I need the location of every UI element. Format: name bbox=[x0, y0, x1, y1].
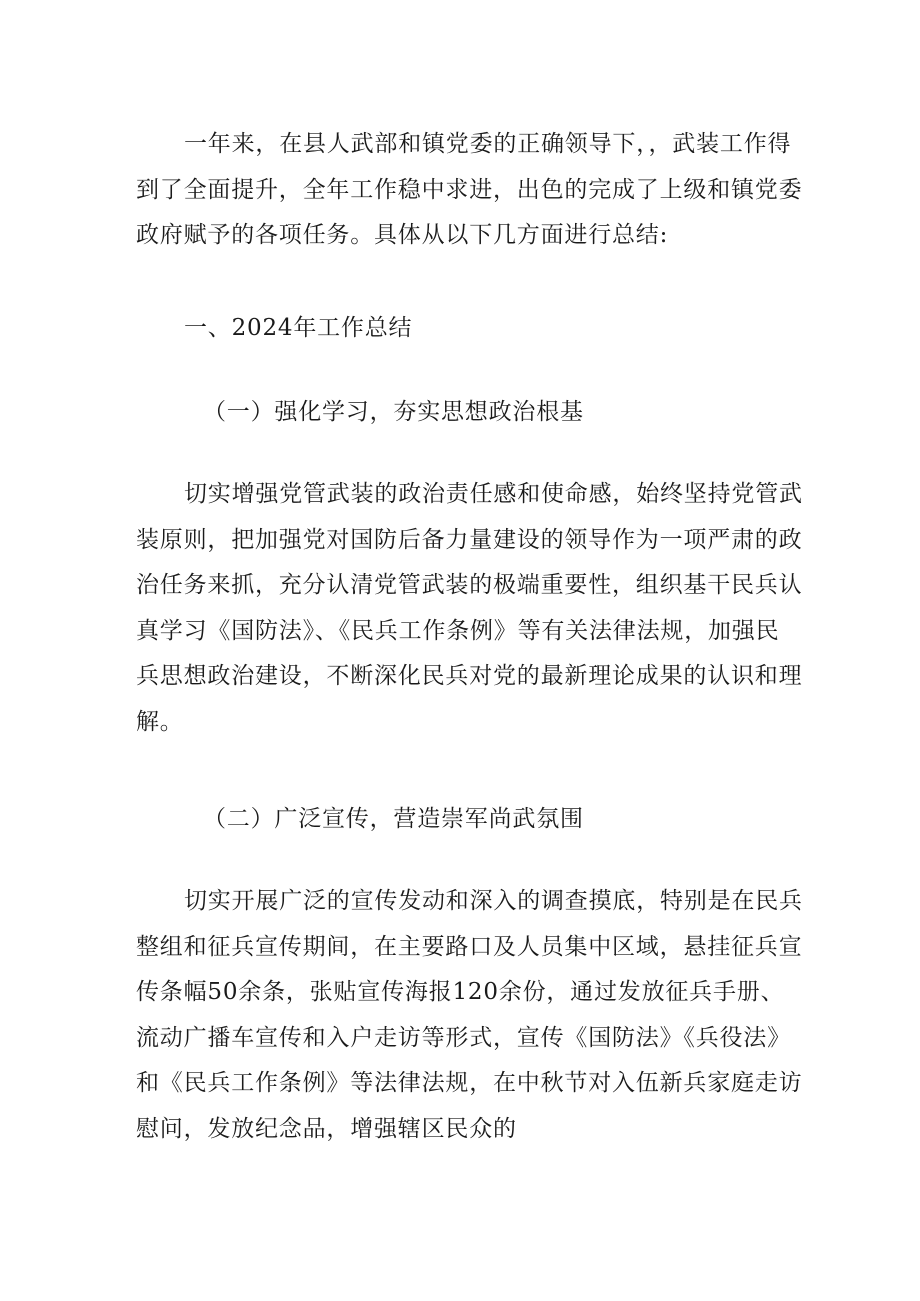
subsection-2-paragraph bbox=[136, 879, 803, 1153]
intro-line: 政府赋予的各项任务。具体从以下几方面进行总结: bbox=[136, 222, 669, 249]
paragraph-line: 治任务来抓，充分认清党管武装的极端重要性，组织基干民兵认 bbox=[136, 572, 803, 599]
paragraph-line: 兵思想政治建设，不断深化民兵对党的最新理论成果的认识和理 bbox=[136, 663, 803, 690]
subsection-1-paragraph bbox=[136, 472, 803, 746]
paragraph-line: 和《民兵工作条例》等法律法规，在中秋节对入伍新兵家庭走访 bbox=[136, 1070, 803, 1097]
subsection-heading: （二）广泛宣传，营造崇军尚武氛围 bbox=[203, 806, 584, 832]
paragraph-line: 传条幅50余条，张贴宣传海报120余份，通过发放征兵手册、 bbox=[136, 979, 785, 1006]
paragraph-line: 装原则，把加强党对国防后备力量建设的领导作为一项严肃的政 bbox=[136, 526, 803, 553]
intro-paragraph bbox=[136, 122, 803, 259]
paragraph-line: 切实增强党管武装的政治责任感和使命感，始终坚持党管武 bbox=[184, 481, 803, 507]
paragraph-line: 切实开展广泛的宣传发动和深入的调查摸底，特别是在民兵 bbox=[184, 888, 803, 914]
paragraph-line: 慰问，发放纪念品，增强辖区民众的 bbox=[136, 1115, 517, 1142]
paragraph-line: 流动广播车宣传和入户走访等形式，宣传《国防法》《兵役法》 bbox=[136, 1024, 791, 1051]
paragraph-line: 整组和征兵宣传期间，在主要路口及人员集中区域，悬挂征兵宣 bbox=[136, 933, 803, 960]
intro-line: 一年来，在县人武部和镇党委的正确领导下，，武装工作得 bbox=[184, 131, 792, 157]
intro-line: 到了全面提升，全年工作稳中求进，出色的完成了上级和镇党委 bbox=[136, 176, 803, 203]
subsection-heading: （一）强化学习，夯实思想政治根基 bbox=[203, 399, 584, 425]
section-heading: 一、2024年工作总结 bbox=[184, 315, 413, 341]
paragraph-line: 真学习《国防法》、《民兵工作条例》等有关法律法规，加强民 bbox=[136, 617, 780, 644]
paragraph-line: 解。 bbox=[136, 708, 184, 735]
